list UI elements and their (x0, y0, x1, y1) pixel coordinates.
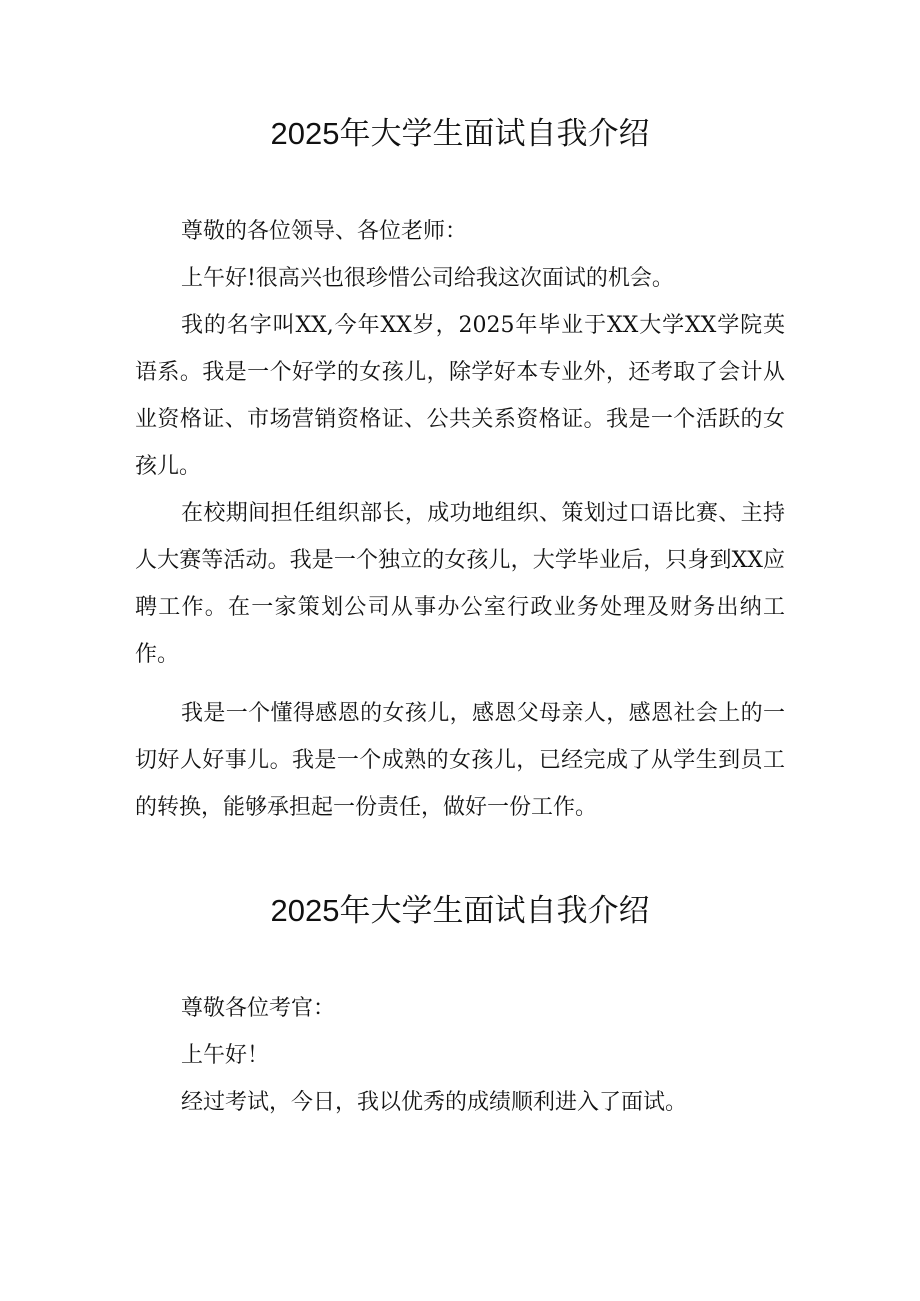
greeting-paragraph: 尊敬各位考官： (181, 996, 336, 1021)
body-paragraph: 经过考试，今日，我以优秀的成绩顺利进入了面试。 (181, 1090, 688, 1115)
body-paragraph: 我的名字叫XX,今年XX岁，2025年毕业于XX大学XX学院英语系。我是一个好学的女孩儿，除学好本专业外，还考取了会计从业资格证、市场营销资格证、公共关系资格证。我是一个活跃的女孩儿。 (135, 313, 785, 479)
greeting-paragraph: 尊敬的各位领导、各位老师： (181, 219, 468, 244)
section-title: 2025年大学生面试自我介绍 (270, 893, 650, 928)
body-paragraph: 在校期间担任组织部长，成功地组织、策划过口语比赛、主持人大赛等活动。我是一个独立的女孩儿，大学毕业后，只身到XX应聘工作。在一家策划公司从事办公室行政业务处理及财务出纳工作。 (135, 501, 785, 667)
opening-paragraph: 上午好！ (181, 1043, 270, 1068)
opening-paragraph: 上午好!很高兴也很珍惜公司给我这次面试的机会。 (181, 266, 674, 291)
body-paragraph: 我是一个懂得感恩的女孩儿，感恩父母亲人，感恩社会上的一切好人好事儿。我是一个成熟的女孩儿，已经完成了从学生到员工的转换，能够承担起一份责任，做好一份工作。 (135, 701, 785, 820)
document-title: 2025年大学生面试自我介绍 (270, 116, 650, 151)
